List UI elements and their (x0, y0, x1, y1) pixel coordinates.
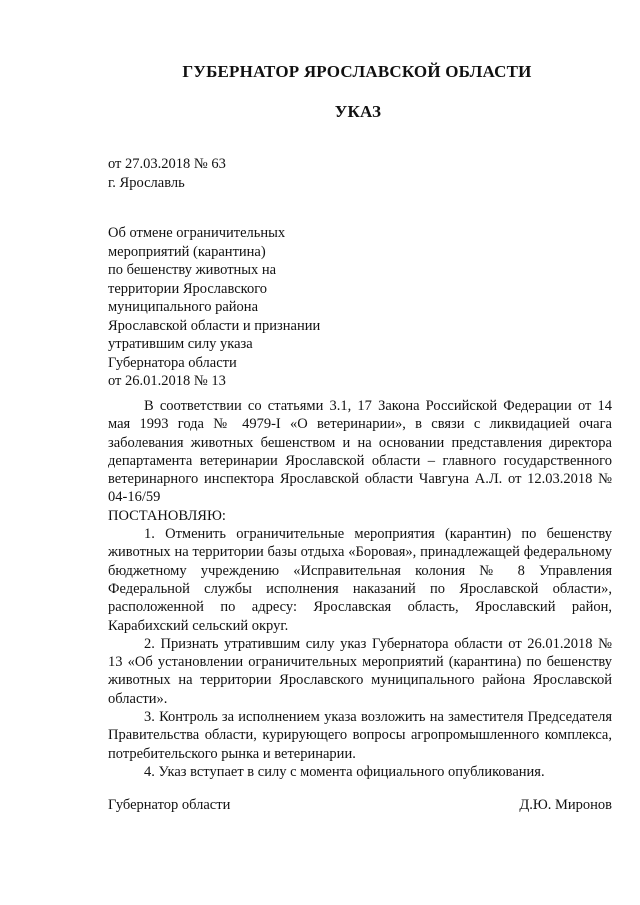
subject-line: Ярославской области и признании (108, 317, 321, 334)
date-number: от 27.03.2018 № 63 (108, 156, 226, 172)
subject-line: Об отмене ограничительных (108, 225, 286, 241)
preamble-paragraph: В соответствии со статьями 3.1, 17 Закона Российской Федерации от 14 мая 1993 года № 4979-I «О ветеринарии», в связи с ликвидацией очага заболевания животных бешенством и на основании представления директора департамента ветеринарии Ярославской области – главного государственного ветеринарного инспектора Ярославской области Чавгуна А.Л. от 12.03.2018 № 04-16/59 (108, 398, 612, 506)
subject-line: территории Ярославского (108, 280, 268, 297)
subject-line: муниципального района (108, 299, 258, 315)
subject-block (108, 224, 368, 391)
item-paragraph: 4. Указ вступает в силу с момента официального опубликования. (144, 763, 545, 780)
subject-line: мероприятий (карантина) (108, 243, 266, 260)
resolves-heading: ПОСТАНОВЛЯЮ: (108, 507, 226, 524)
signatory-name: Д.Ю. Миронов (519, 797, 612, 813)
document-meta (108, 155, 226, 193)
subject-line: утратившим силу указа (108, 336, 253, 352)
item-paragraph: 3. Контроль за исполнением указа возложить на заместителя Председателя Правительства области, курирующего вопросы агропромышленного комплекса, потребительского рынка и ветеринарии. (108, 709, 612, 762)
city: г. Ярославль (108, 175, 185, 191)
authority-heading: ГУБЕРНАТОР ЯРОСЛАВСКОЙ ОБЛАСТИ (182, 62, 532, 81)
subject-line: Губернатора области (108, 354, 237, 371)
subject-line: по бешенству животных на (108, 262, 277, 278)
document-type-heading: УКАЗ (334, 102, 382, 121)
signatory-position: Губернатор области (108, 797, 231, 813)
document-body (108, 397, 612, 781)
item-paragraph: 1. Отменить ограничительные мероприятия (карантин) по бешенству животных на территории базы отдыха «Боровая», принадлежащей федеральному бюджетному учреждению «Исправительная колония № 8 Управления Федеральной службы исполнения наказаний по Ярославской области», расположенной по адресу: Ярославская область, Ярославский район, Карабихский сельский округ. (108, 526, 612, 634)
item-paragraph: 2. Признать утратившим силу указ Губернатора области от 26.01.2018 № 13 «Об установлении ограничительных мероприятий (карантина) по бешенству животных на территории Ярославского муниципального района Ярославской области». (108, 635, 612, 707)
subject-line: от 26.01.2018 № 13 (108, 373, 226, 389)
